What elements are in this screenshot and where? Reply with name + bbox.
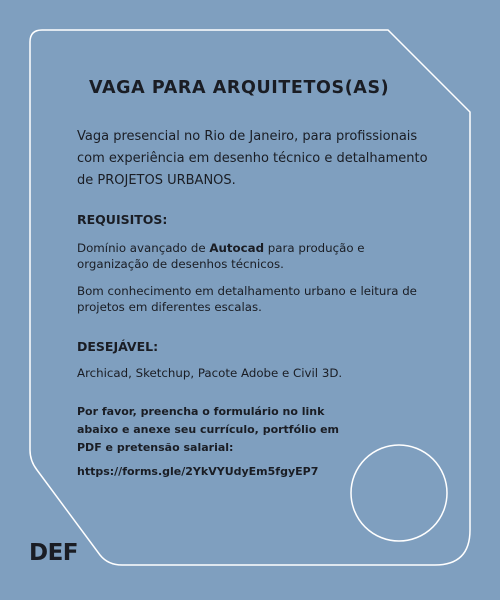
requisito-item-1-bold: Autocad bbox=[209, 241, 265, 255]
desejavel-text: Archicad, Sketchup, Pacote Adobe e Civil 3D. bbox=[77, 366, 343, 380]
requisitos-heading: REQUISITOS: bbox=[77, 212, 168, 227]
requisito-item-1-post: para produção e organização de desenhos técnicos. bbox=[77, 241, 365, 271]
requisito-item-2: Bom conhecimento em detalhamento urbano e leitura de projetos em diferentes escalas. bbox=[77, 284, 417, 314]
intro-text: Vaga presencial no Rio de Janeiro, para profissionais com experiência em desenho técnico e detalhamento de PROJETOS URBANOS. bbox=[77, 129, 428, 188]
def-logo: DEF bbox=[29, 540, 79, 566]
form-link[interactable]: https://forms.gle/2YkVYUdyEm5fgyEP7 bbox=[77, 465, 319, 478]
call-to-action: Por favor, preencha o formulário no link abaixo e anexe seu currículo, portfólio em PDF e pretensão salarial: bbox=[77, 405, 339, 454]
decorative-circle bbox=[351, 445, 447, 541]
page-title: VAGA PARA ARQUITETOS(AS) bbox=[89, 78, 390, 98]
requisito-item-1 bbox=[77, 240, 427, 272]
desejavel-heading: DESEJÁVEL: bbox=[77, 339, 159, 354]
requisito-item-1-pre: Domínio avançado de bbox=[77, 241, 210, 255]
